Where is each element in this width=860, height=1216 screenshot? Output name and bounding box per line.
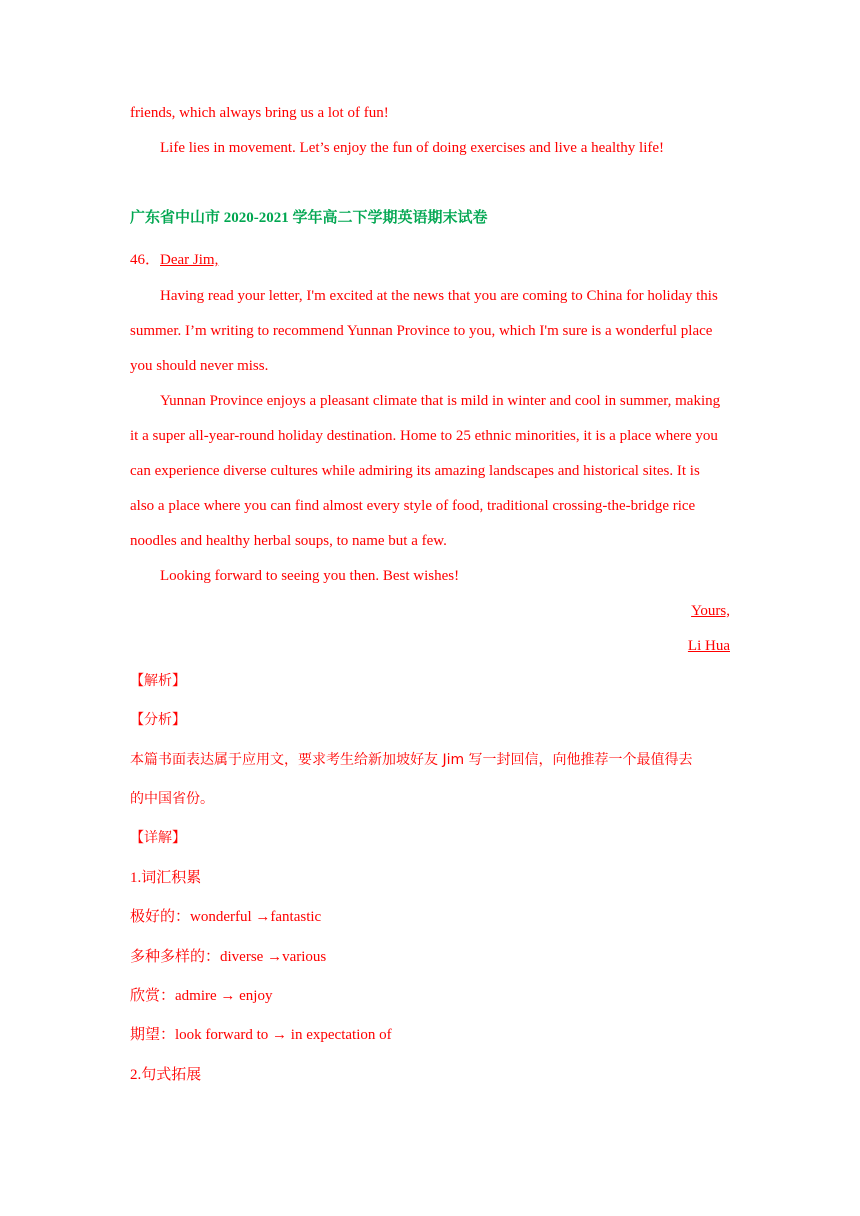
para3-line: Looking forward to seeing you then. Best wishes! [160,568,460,584]
sentence-title: 2.句式拓展 [130,1067,202,1083]
para2-line: can experience diverse cultures while admiring its amazing landscapes and historical sites. It is [130,463,700,479]
letter-salutation: Dear Jim, [160,252,219,268]
letter-signoff [130,601,730,621]
vocab-item: 极好的：wonderful →fantastic [130,909,322,925]
xiangjie-label: 【详解】 [130,830,186,846]
vocab-title: 1.词汇积累 [130,870,202,886]
jiexi-label: 【解析】 [130,673,186,689]
para2-line: Yunnan Province enjoys a pleasant climate that is mild in winter and cool in summer, making [160,393,721,409]
essay-text-line: friends, which always bring us a lot of fun! [130,105,389,121]
vocab-item: 多种多样的：diverse →various [130,949,327,965]
letter-signature [130,636,730,656]
fenxi-text-line: 本篇书面表达属于应用文，要求考生给新加坡好友 Jim 写一封回信，向他推荐一个最值得去 [130,752,693,768]
para1-line: summer. I’m writing to recommend Yunnan Province to you, which I'm sure is a wonderful place [130,323,713,339]
signoff-text: Yours, [691,603,730,619]
section-heading: 广东省中山市 2020-2021 学年高二下学期英语期末试卷 [130,210,488,226]
signature-text: Li Hua [687,638,730,654]
fenxi-label: 【分析】 [130,712,186,728]
vocab-item: 期望：look forward to → in expectation of [130,1027,392,1043]
fenxi-text-line: 的中国省份。 [130,791,214,807]
para1-line: you should never miss. [130,358,269,374]
question-line [130,250,730,270]
para2-line: also a place where you can find almost every style of food, traditional crossing-the-bridge rice [130,498,696,514]
para2-line: it a super all-year-round holiday destination. Home to 25 ethnic minorities, it is a place where you [130,428,718,444]
essay-closing-line: Life lies in movement. Let’s enjoy the fun of doing exercises and live a healthy life! [160,140,665,156]
para1-line: Having read your letter, I'm excited at the news that you are coming to China for holiday this [160,288,718,304]
para2-line: noodles and healthy herbal soups, to name but a few. [130,533,447,549]
vocab-item: 欣赏：admire → enjoy [130,988,273,1004]
question-number: 46． [130,252,161,268]
